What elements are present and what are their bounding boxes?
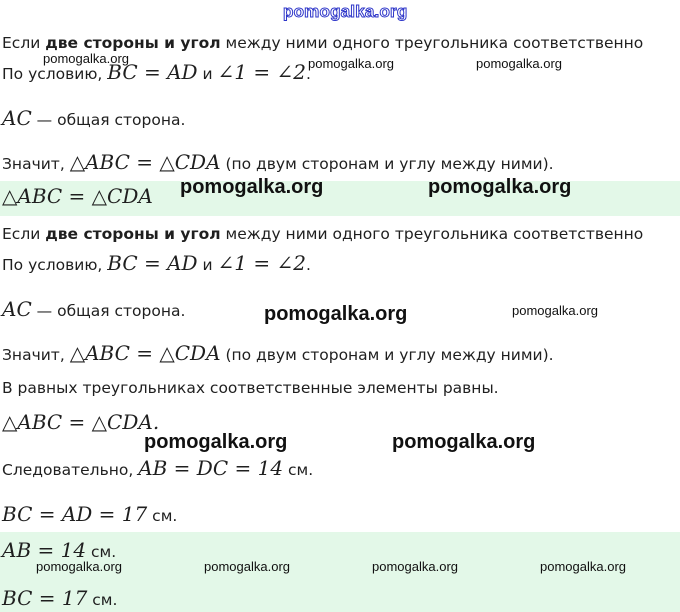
watermark: pomogalka.org xyxy=(36,559,122,574)
watermark: pomogalka.org xyxy=(264,303,408,325)
watermark: pomogalka.org xyxy=(43,51,129,66)
answer-bc: BC = 17 см. xyxy=(2,586,118,610)
triangles-equal-line: △ABC = △CDA. xyxy=(2,410,160,434)
watermark: pomogalka.org xyxy=(428,176,572,198)
watermark: pomogalka.org xyxy=(476,56,562,71)
watermark: pomogalka.org xyxy=(180,176,324,198)
intro-line-1: Если две стороны и угол между ними одного треугольника соответственно xyxy=(2,34,644,52)
answer-1: △ABC = △CDA xyxy=(2,184,153,208)
conclusion-line-2: Значит, △ABC = △CDA (по двум сторонам и углу между ними). xyxy=(2,341,554,365)
watermark: pomogalka.org xyxy=(372,559,458,574)
watermark: pomogalka.org xyxy=(392,431,536,453)
condition-line-2: По условию, BC = AD и ∠1 = ∠2. xyxy=(2,251,311,275)
equal-elements-line: В равных треугольниках соответственные элементы равны. xyxy=(2,379,499,397)
watermark: pomogalka.org xyxy=(512,303,598,318)
conclusion-line-1: Значит, △ABC = △CDA (по двум сторонам и углу между ними). xyxy=(2,150,554,174)
watermark-top: pomogalka.org xyxy=(283,2,408,21)
watermark: pomogalka.org xyxy=(540,559,626,574)
bc-ad-line: BC = AD = 17 см. xyxy=(2,502,178,526)
intro-line-2: Если две стороны и угол между ними одного треугольника соответственно xyxy=(2,225,644,243)
watermark: pomogalka.org xyxy=(308,56,394,71)
common-side-line-2: AC — общая сторона. xyxy=(2,297,186,321)
answer-ab: AB = 14 см. xyxy=(2,538,117,562)
consequence-line: Следовательно, AB = DC = 14 см. xyxy=(2,456,314,480)
watermark: pomogalka.org xyxy=(204,559,290,574)
watermark: pomogalka.org xyxy=(144,431,288,453)
condition-line-1: По условию, BC = AD и ∠1 = ∠2. xyxy=(2,60,311,84)
common-side-line-1: AC — общая сторона. xyxy=(2,106,186,130)
